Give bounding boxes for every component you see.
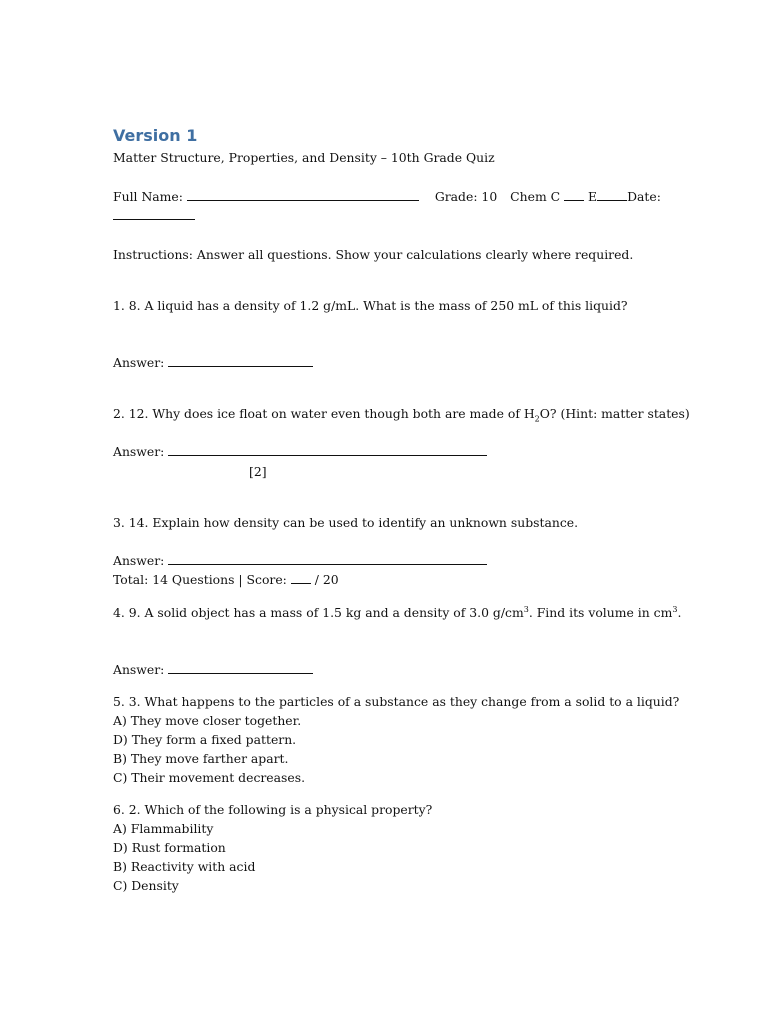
answer-label: Answer: — [113, 355, 165, 370]
option-a[interactable]: A) Flammability — [113, 821, 214, 836]
answer-1-blank[interactable] — [168, 355, 313, 367]
full-name-blank[interactable] — [187, 189, 419, 201]
subscript-2: 2 — [534, 414, 540, 424]
date-blank[interactable] — [113, 208, 195, 220]
quiz-title: Matter Structure, Properties, and Density – 10th Grade Quiz — [113, 150, 495, 165]
grade-label: Grade: 10 — [434, 189, 498, 204]
version-heading: Version 1 — [113, 126, 198, 145]
chem-label: Chem C — [510, 189, 561, 204]
option-c[interactable]: C) Density — [113, 878, 179, 893]
answer-2-line — [113, 444, 487, 460]
full-name-label: Full Name: — [113, 189, 183, 204]
question-4 — [113, 605, 681, 621]
superscript-3: 3 — [523, 604, 529, 614]
question-2-text: 2. 12. Why does ice float on water even though both are made of H — [113, 406, 535, 421]
answer-3-blank[interactable] — [168, 553, 487, 565]
total-label: Total: 14 Questions | Score: — [113, 572, 287, 587]
answer-label: Answer: — [113, 444, 165, 459]
answer-4-blank[interactable] — [168, 662, 313, 674]
answer-1-line — [113, 355, 313, 371]
answer-label: Answer: — [113, 553, 165, 568]
option-d[interactable]: D) They form a fixed pattern. — [113, 732, 297, 747]
option-d[interactable]: D) Rust formation — [113, 840, 226, 855]
question-2-text-end: O? (Hint: matter states) — [539, 406, 690, 421]
question-1: 1. 8. A liquid has a density of 1.2 g/mL. What is the mass of 250 mL of this liquid? — [113, 298, 628, 313]
answer-3-line — [113, 553, 487, 569]
question-6: 6. 2. Which of the following is a physical property? — [113, 802, 433, 817]
option-c[interactable]: C) Their movement decreases. — [113, 770, 306, 785]
superscript-3: 3 — [672, 604, 678, 614]
e-blank[interactable] — [597, 189, 627, 201]
answer-label: Answer: — [113, 662, 165, 677]
question-2 — [113, 406, 690, 422]
chem-c-blank[interactable] — [564, 189, 584, 201]
question-3: 3. 14. Explain how density can be used to identify an unknown substance. — [113, 515, 579, 530]
answer-4-line — [113, 662, 313, 678]
question-4-text-3: . — [677, 605, 682, 620]
option-b[interactable]: B) They move farther apart. — [113, 751, 289, 766]
student-info-line — [113, 189, 661, 205]
question-4-text-2: . Find its volume in cm — [528, 605, 673, 620]
score-line — [113, 572, 339, 588]
total-max: / 20 — [314, 572, 339, 587]
date-label: Date: — [627, 189, 661, 204]
e-label: E — [588, 189, 598, 204]
option-b[interactable]: B) Reactivity with acid — [113, 859, 256, 874]
question-4-text: 4. 9. A solid object has a mass of 1.5 kg and a density of 3.0 g/cm — [113, 605, 524, 620]
date-line — [113, 208, 195, 224]
instructions: Instructions: Answer all questions. Show your calculations clearly where required. — [113, 247, 634, 262]
question-5: 5. 3. What happens to the particles of a substance as they change from a solid to a liquid? — [113, 694, 680, 709]
answer-2-blank[interactable] — [168, 444, 487, 456]
option-a[interactable]: A) They move closer together. — [113, 713, 302, 728]
score-blank[interactable] — [291, 572, 311, 584]
question-2-marks: [2] — [249, 464, 267, 479]
